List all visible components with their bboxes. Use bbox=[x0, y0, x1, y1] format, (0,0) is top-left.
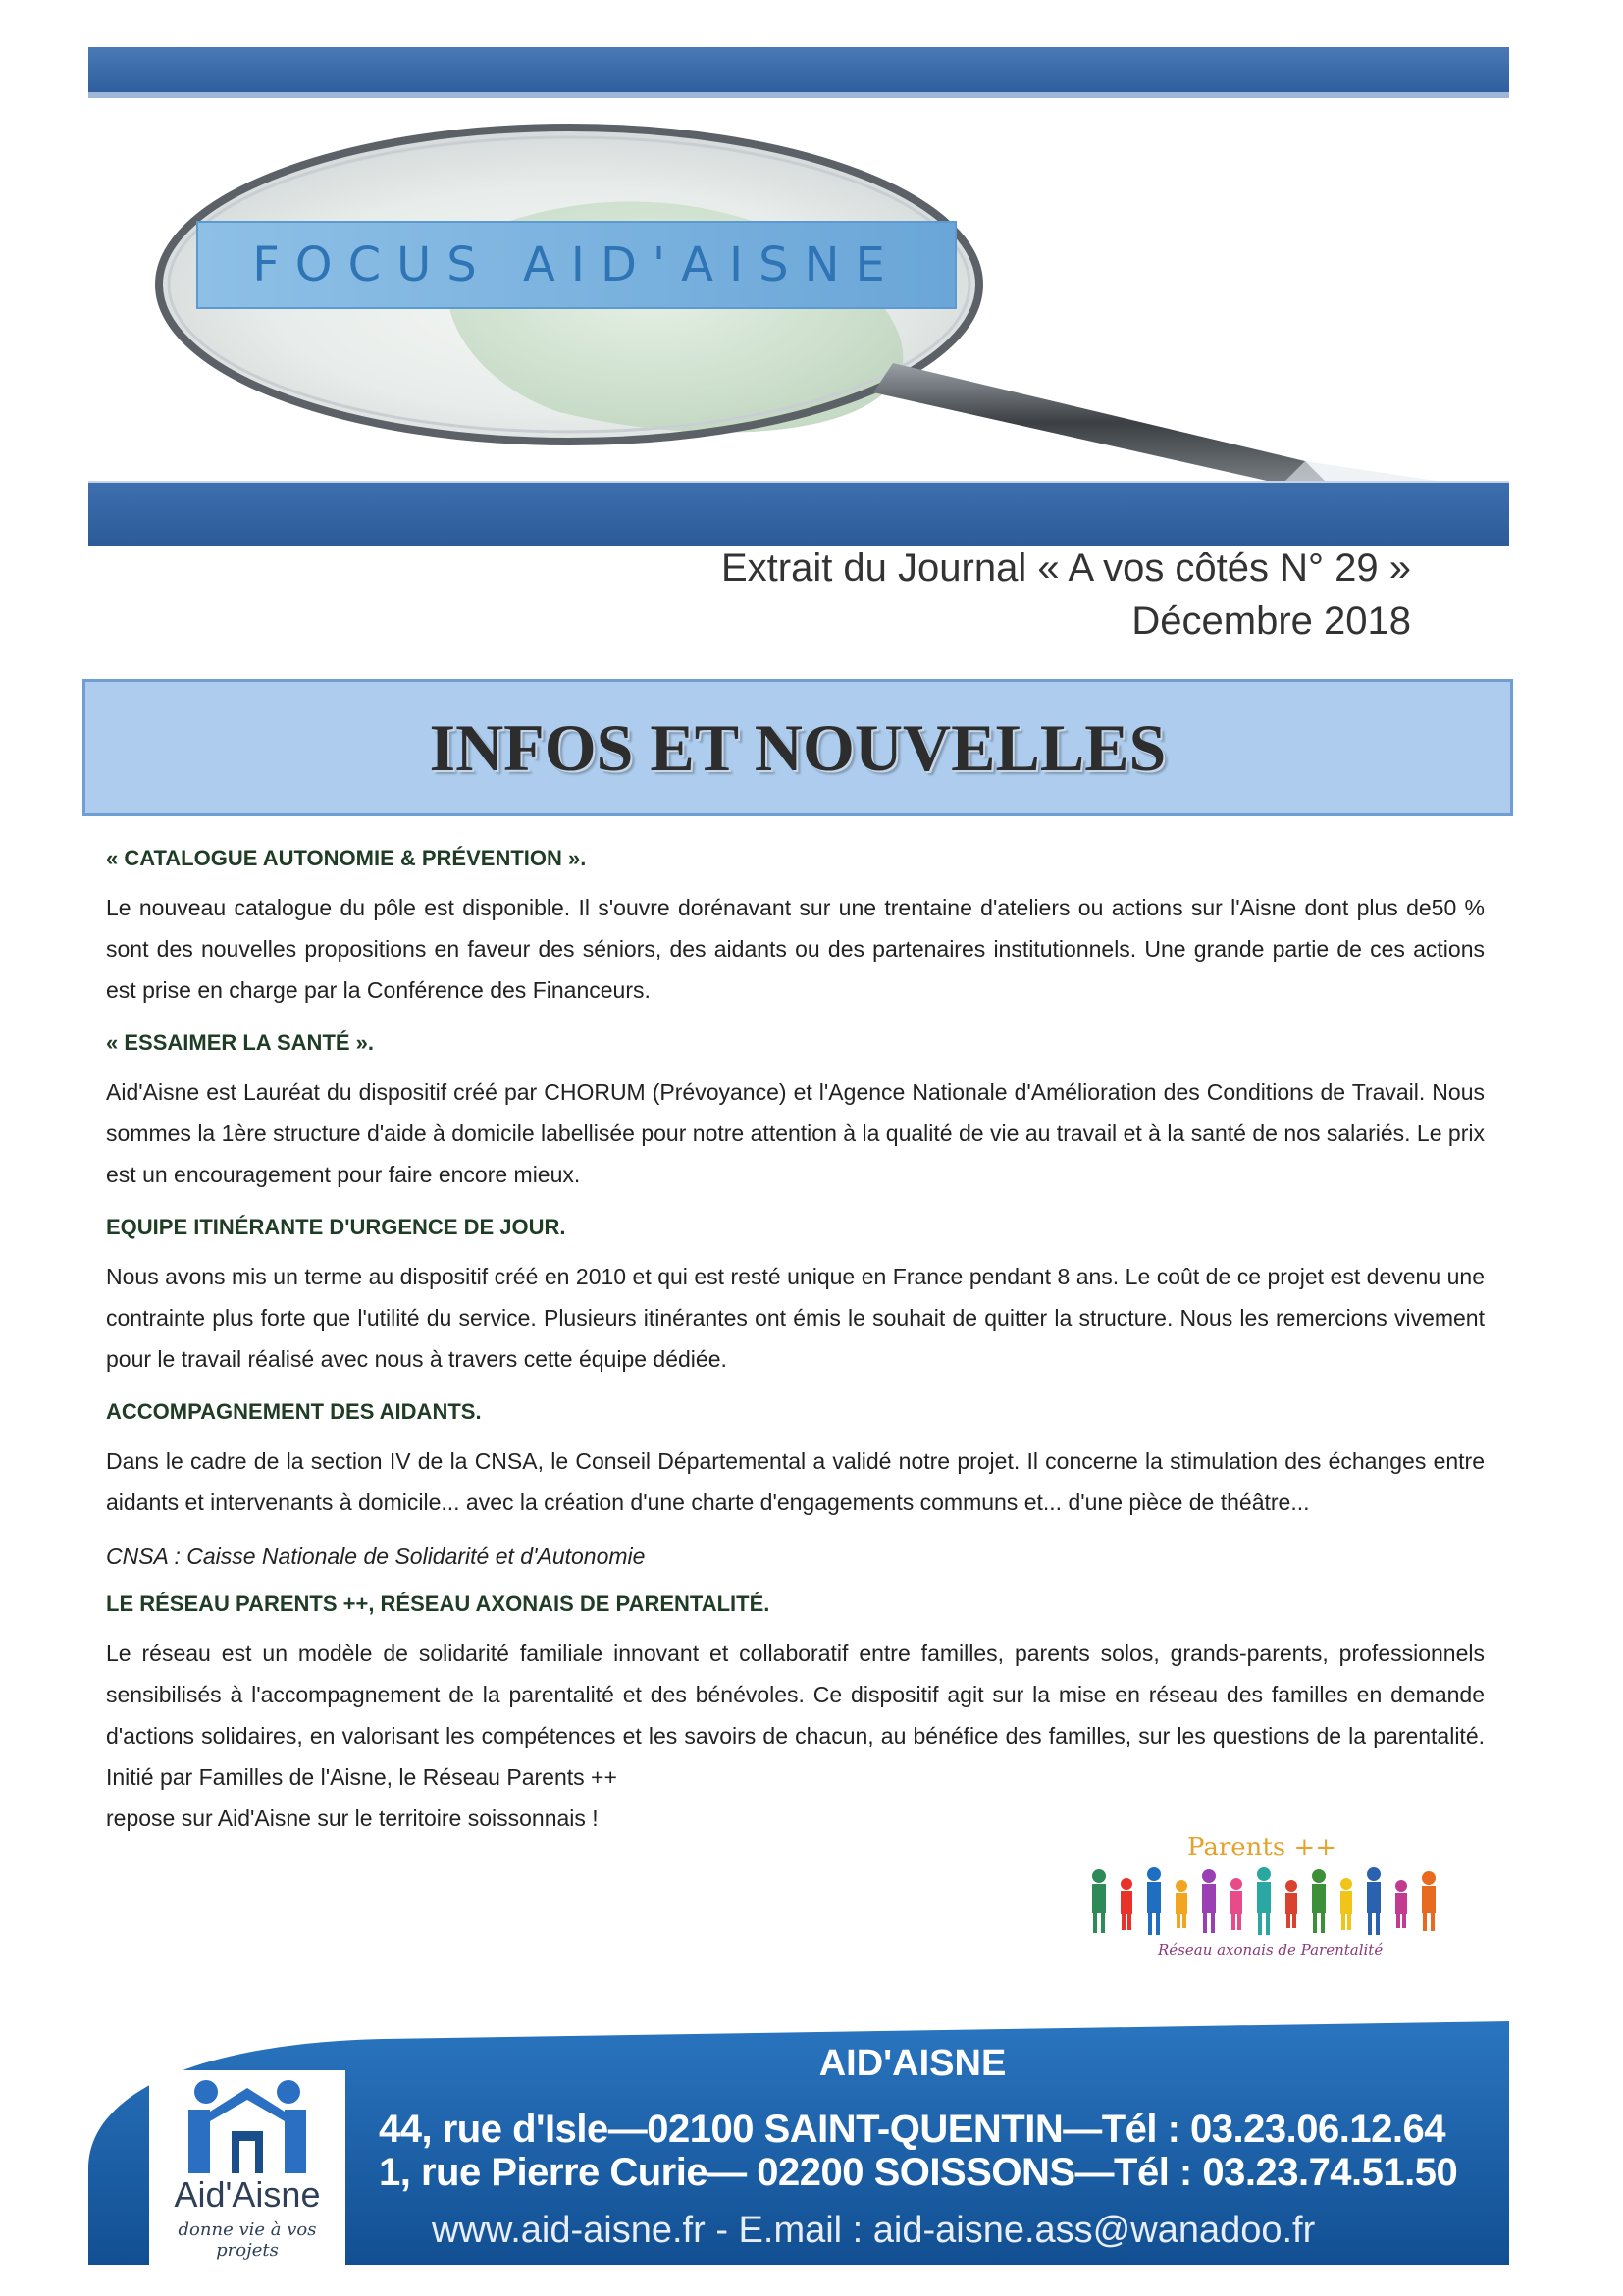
section-aidants bbox=[106, 1397, 1485, 1572]
journal-subtitle bbox=[721, 542, 1411, 648]
article-content bbox=[106, 844, 1485, 1856]
footer-web-email[interactable]: www.aid-aisne.fr - E.mail : aid-aisne.ass@wanadoo.fr bbox=[432, 2210, 1316, 2251]
section-heading: ACCOMPAGNEMENT DES AIDANTS. bbox=[106, 1399, 482, 1424]
banner-title: INFOS ET NOUVELLES bbox=[429, 710, 1167, 785]
section-parents bbox=[106, 1590, 1485, 1839]
section-body: Le nouveau catalogue du pôle est disponible. Il s'ouvre dorénavant sur une trentaine d'ateliers ou actions sur l'Aisne dont plus de50 % sont des nouvelles propositions en faveur des séniors, des aidants ou des partenaires institutionnels. Une grande partie de ces actions est prise en charge par la Conférence des Financeurs. bbox=[106, 895, 1485, 1003]
journal-date: Décembre 2018 bbox=[1131, 600, 1411, 643]
section-body: Le réseau est un modèle de solidarité familiale innovant et collaboratif entre familles, parents solos, grands-parents, professionnels sensibilisés à l'accompagnement de la parentalité et des bénévoles. Ce dispositif agit sur la mise en réseau des familles en demande d'actions solidaires, en valorisant les compétences et les savoirs de chacun, au bénéfice des familles, sur les questions de la parentalité. Initié par Familles de l'Aisne, le Réseau Parents ++ bbox=[106, 1641, 1485, 1790]
section-body: Dans le cadre de la section IV de la CNSA, le Conseil Départemental a validé notre projet. Il concerne la stimulation des échanges entre aidants et intervenants à domicile... avec la création d'une charte d'engagements communs et... d'une pièce de théâtre... bbox=[106, 1448, 1485, 1515]
parents-logo-tagline: Réseau axonais de Parentalité bbox=[1158, 1941, 1384, 1958]
house-family-icon bbox=[149, 2070, 345, 2178]
section-essaimer bbox=[106, 1028, 1485, 1195]
aidaisne-logo bbox=[149, 2070, 345, 2272]
logo-tagline: donne vie à vos projets bbox=[178, 2219, 317, 2261]
footer-org-name: AID'AISNE bbox=[818, 2043, 1007, 2084]
footer-address-soissons: 1, rue Pierre Curie— 02200 SOISSONS—Tél : 03.23.74.51.50 bbox=[379, 2151, 1458, 2194]
section-body-end: repose sur Aid'Aisne sur le territoire soissonnais ! bbox=[106, 1805, 599, 1831]
logo-name: Aid'Aisne bbox=[174, 2174, 321, 2215]
section-heading: « ESSAIMER LA SANTÉ ». bbox=[106, 1030, 375, 1055]
section-heading: EQUIPE ITINÉRANTE D'URGENCE DE JOUR. bbox=[106, 1215, 566, 1239]
section-body: Nous avons mis un terme au dispositif créé en 2010 et qui est resté unique en France pendant 8 ans. Le coût de ce projet est devenu une contrainte plus forte que l'utilité du service. Plusieurs itinérantes ont émis le souhait de quitter la structure. Nous les remercions vivement pour le travail réalisé avec nous à travers cette équipe dédiée. bbox=[106, 1264, 1485, 1372]
section-body: Aid'Aisne est Lauréat du dispositif créé par CHORUM (Prévoyance) et l'Agence Nationale d'Amélioration des Conditions de Travail. Nous sommes la 1ère structure d'aide à domicile labellisée pour notre attention à la qualité de vie au travail et à la santé de nos salariés. Le prix est un encouragement pour faire encore mieux. bbox=[106, 1079, 1485, 1187]
footer-address-saint-quentin: 44, rue d'Isle—02100 SAINT-QUENTIN—Tél : 03.23.06.12.64 bbox=[379, 2108, 1445, 2151]
journal-issue: Extrait du Journal « A vos côtés N° 29 » bbox=[720, 547, 1411, 590]
focus-label: FOCUS AID'AISNE bbox=[252, 237, 901, 292]
header-band-bottom bbox=[88, 483, 1509, 546]
header-band-top bbox=[88, 47, 1509, 92]
people-figures-icon bbox=[1079, 1856, 1452, 1945]
section-catalogue bbox=[106, 844, 1485, 1011]
section-heading: « CATALOGUE AUTONOMIE & PRÉVENTION ». bbox=[106, 846, 587, 870]
section-equipe bbox=[106, 1213, 1485, 1380]
cnsa-note: CNSA : Caisse Nationale de Solidarité et d'Autonomie bbox=[106, 1543, 646, 1569]
parents-logo-title: Parents ++ bbox=[1187, 1833, 1337, 1862]
section-heading: LE RÉSEAU PARENTS ++, RÉSEAU AXONAIS DE PARENTALITÉ. bbox=[106, 1592, 770, 1616]
header-band-top-thin bbox=[88, 92, 1509, 98]
parents-network-logo bbox=[1079, 1833, 1452, 1960]
